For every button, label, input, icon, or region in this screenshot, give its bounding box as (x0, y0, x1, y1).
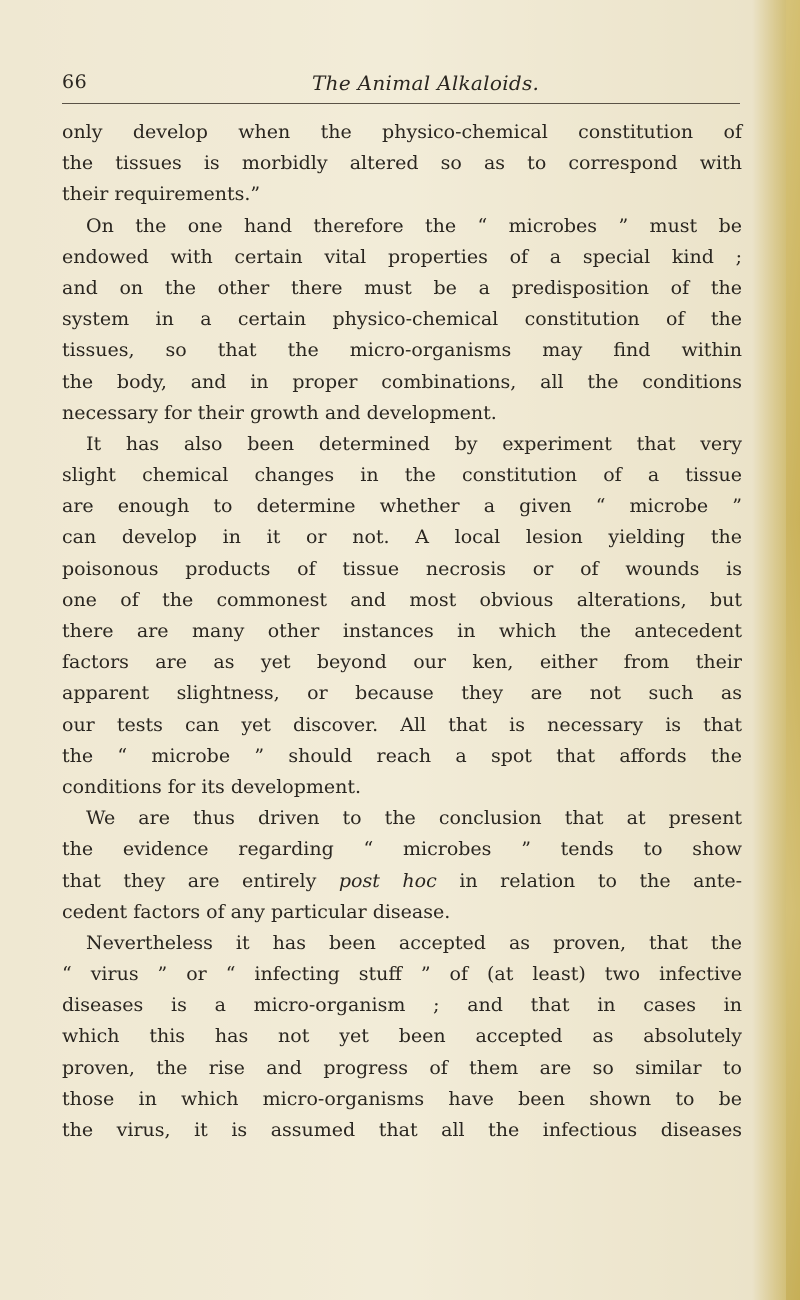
text-line: slight chemical changes in the constitution of a tissue (62, 464, 742, 487)
text-line: their requirements.” (62, 183, 261, 206)
text-line: there are many other instances in which the antecedent (62, 620, 742, 642)
italic-phrase: post hoc (338, 869, 437, 892)
page-number: 66 (62, 71, 88, 93)
text-line: the “ microbe ” should reach a spot that affords the (62, 744, 742, 767)
text-line: factors are as yet beyond our ken, either from their (62, 651, 742, 674)
text-line: tissues, so that the micro-organisms may find within (62, 339, 742, 362)
text-line: one of the commonest and most obvious alterations, but (62, 588, 742, 611)
text-line: are enough to determine whether a given “ microbe ” (62, 495, 742, 518)
text-line: those in which micro-organisms have been shown to be (62, 1087, 742, 1110)
text-line: “ virus ” or “ infecting stuff ” of (at least) two infective (62, 963, 742, 986)
text-line (62, 866, 742, 897)
text-line: It has also been determined by experiment that very (86, 432, 742, 455)
text-line: system in a certain physico-chemical constitution of the (62, 308, 742, 331)
text-line: On the one hand therefore the “ microbes ” must be (86, 214, 742, 237)
text-line: the tissues is morbidly altered so as to correspond with (62, 152, 742, 175)
text-line: apparent slightness, or because they are not such as (62, 682, 742, 705)
text-line: conditions for its development. (62, 775, 362, 798)
text-line: diseases is a micro-organism ; and that in cases in (62, 994, 742, 1017)
running-title: The Animal Alkaloids. (312, 71, 540, 95)
text-line: the body, and in proper combinations, all the conditions (62, 370, 742, 393)
text-line: necessary for their growth and development. (62, 401, 497, 424)
text-line: can develop in it or not. A local lesion yielding the (62, 526, 742, 549)
body-text (62, 117, 742, 1146)
text-line: only develop when the physico-chemical constitution of (62, 121, 742, 143)
text-segment: in relation to the ante- (459, 869, 743, 892)
text-line: poisonous products of tissue necrosis or of wounds is (62, 557, 742, 580)
text-line: the evidence regarding “ microbes ” tends to show (62, 838, 742, 861)
text-line: and on the other there must be a predisposition of the (62, 276, 742, 299)
text-line: our tests can yet discover. All that is necessary is that (62, 713, 742, 736)
page-header (62, 71, 742, 111)
text-line: We are thus driven to the conclusion that at present (86, 807, 742, 830)
text-line: endowed with certain vital properties of a special kind ; (62, 245, 742, 268)
text-line: cedent factors of any particular disease. (62, 900, 451, 923)
text-line: the virus, it is assumed that all the infectious diseases (62, 1119, 742, 1141)
header-rule (62, 103, 740, 104)
text-line: Nevertheless it has been accepted as proven, that the (86, 931, 742, 954)
page-edge (786, 0, 800, 1300)
text-segment: that they are entirely (62, 869, 317, 892)
text-line: which this has not yet been accepted as absolutely (62, 1025, 742, 1048)
text-line: proven, the rise and progress of them are so similar to (62, 1056, 742, 1079)
